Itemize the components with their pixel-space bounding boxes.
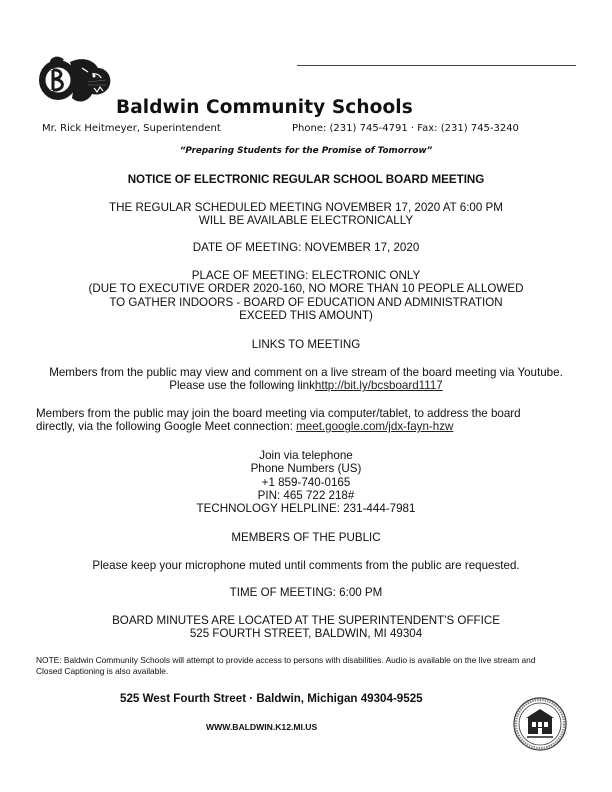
youtube-paragraph: Members from the public may view and comment on a live stream of the board meeting via Youtube. Please use the following linkhttp://bit.ly/bcsboard1117 bbox=[49, 366, 563, 393]
accessibility-note: NOTE: Baldwin Community Schools will attempt to provide access to persons with disabilities. Audio is available on the live stream and Closed Captioning is also available. bbox=[36, 655, 536, 676]
place-of-meeting: PLACE OF MEETING: ELECTRONIC ONLY (DUE TO EXECUTIVE ORDER 2020-160, NO MORE THAN 10 PEOPLE ALLOWED TO GATHER INDOORS - BOARD OF EDUCATION AND ADMINISTRATION EXCEED THIS AMOUNT) bbox=[88, 269, 524, 322]
microphone-instruction: Please keep your microphone muted until comments from the public are requested. bbox=[92, 559, 520, 572]
regular-meeting-notice: THE REGULAR SCHEDULED MEETING NOVEMBER 17, 2020 AT 6:00 PM WILL BE AVAILABLE ELECTRONICALLY bbox=[109, 201, 503, 228]
footer-address: 525 West Fourth Street · Baldwin, Michigan 49304-9525 bbox=[120, 692, 423, 705]
school-name: Baldwin Community Schools bbox=[116, 97, 413, 118]
superintendent-name: Mr. Rick Heitmeyer, Superintendent bbox=[42, 123, 221, 134]
time-of-meeting: TIME OF MEETING: 6:00 PM bbox=[229, 586, 383, 599]
google-meet-link[interactable]: meet.google.com/jdx-fayn-hzw bbox=[296, 420, 454, 434]
telephone-info: Join via telephone Phone Numbers (US) +1 859-740-0165 PIN: 465 722 218# TECHNOLOGY HELPLINE: 231-444-7981 bbox=[196, 449, 416, 516]
contact-info: Phone: (231) 745-4791 · Fax: (231) 745-3240 bbox=[292, 123, 519, 134]
panther-logo-icon bbox=[36, 52, 114, 108]
youtube-link[interactable]: http://bit.ly/bcsboard1117 bbox=[314, 379, 443, 393]
links-heading: LINKS TO MEETING bbox=[251, 338, 361, 351]
header-rule bbox=[297, 65, 576, 66]
district-seal-icon bbox=[513, 697, 567, 751]
notice-title: NOTICE OF ELECTRONIC REGULAR SCHOOL BOARD MEETING bbox=[127, 173, 485, 186]
google-meet-paragraph: Members from the public may join the board meeting via computer/tablet, to address the board directly, via the following Google Meet connection: meet.google.com/jdx-fayn-hzw bbox=[36, 407, 521, 434]
footer-website: WWW.BALDWIN.K12.MI.US bbox=[206, 722, 318, 732]
members-heading: MEMBERS OF THE PUBLIC bbox=[231, 531, 381, 544]
board-minutes-location: BOARD MINUTES ARE LOCATED AT THE SUPERINTENDENT'S OFFICE 525 FOURTH STREET, BALDWIN, MI 49304 bbox=[112, 614, 500, 641]
date-of-meeting: DATE OF MEETING: NOVEMBER 17, 2020 bbox=[192, 241, 420, 254]
motto: “Preparing Students for the Promise of Tomorrow” bbox=[179, 146, 433, 156]
